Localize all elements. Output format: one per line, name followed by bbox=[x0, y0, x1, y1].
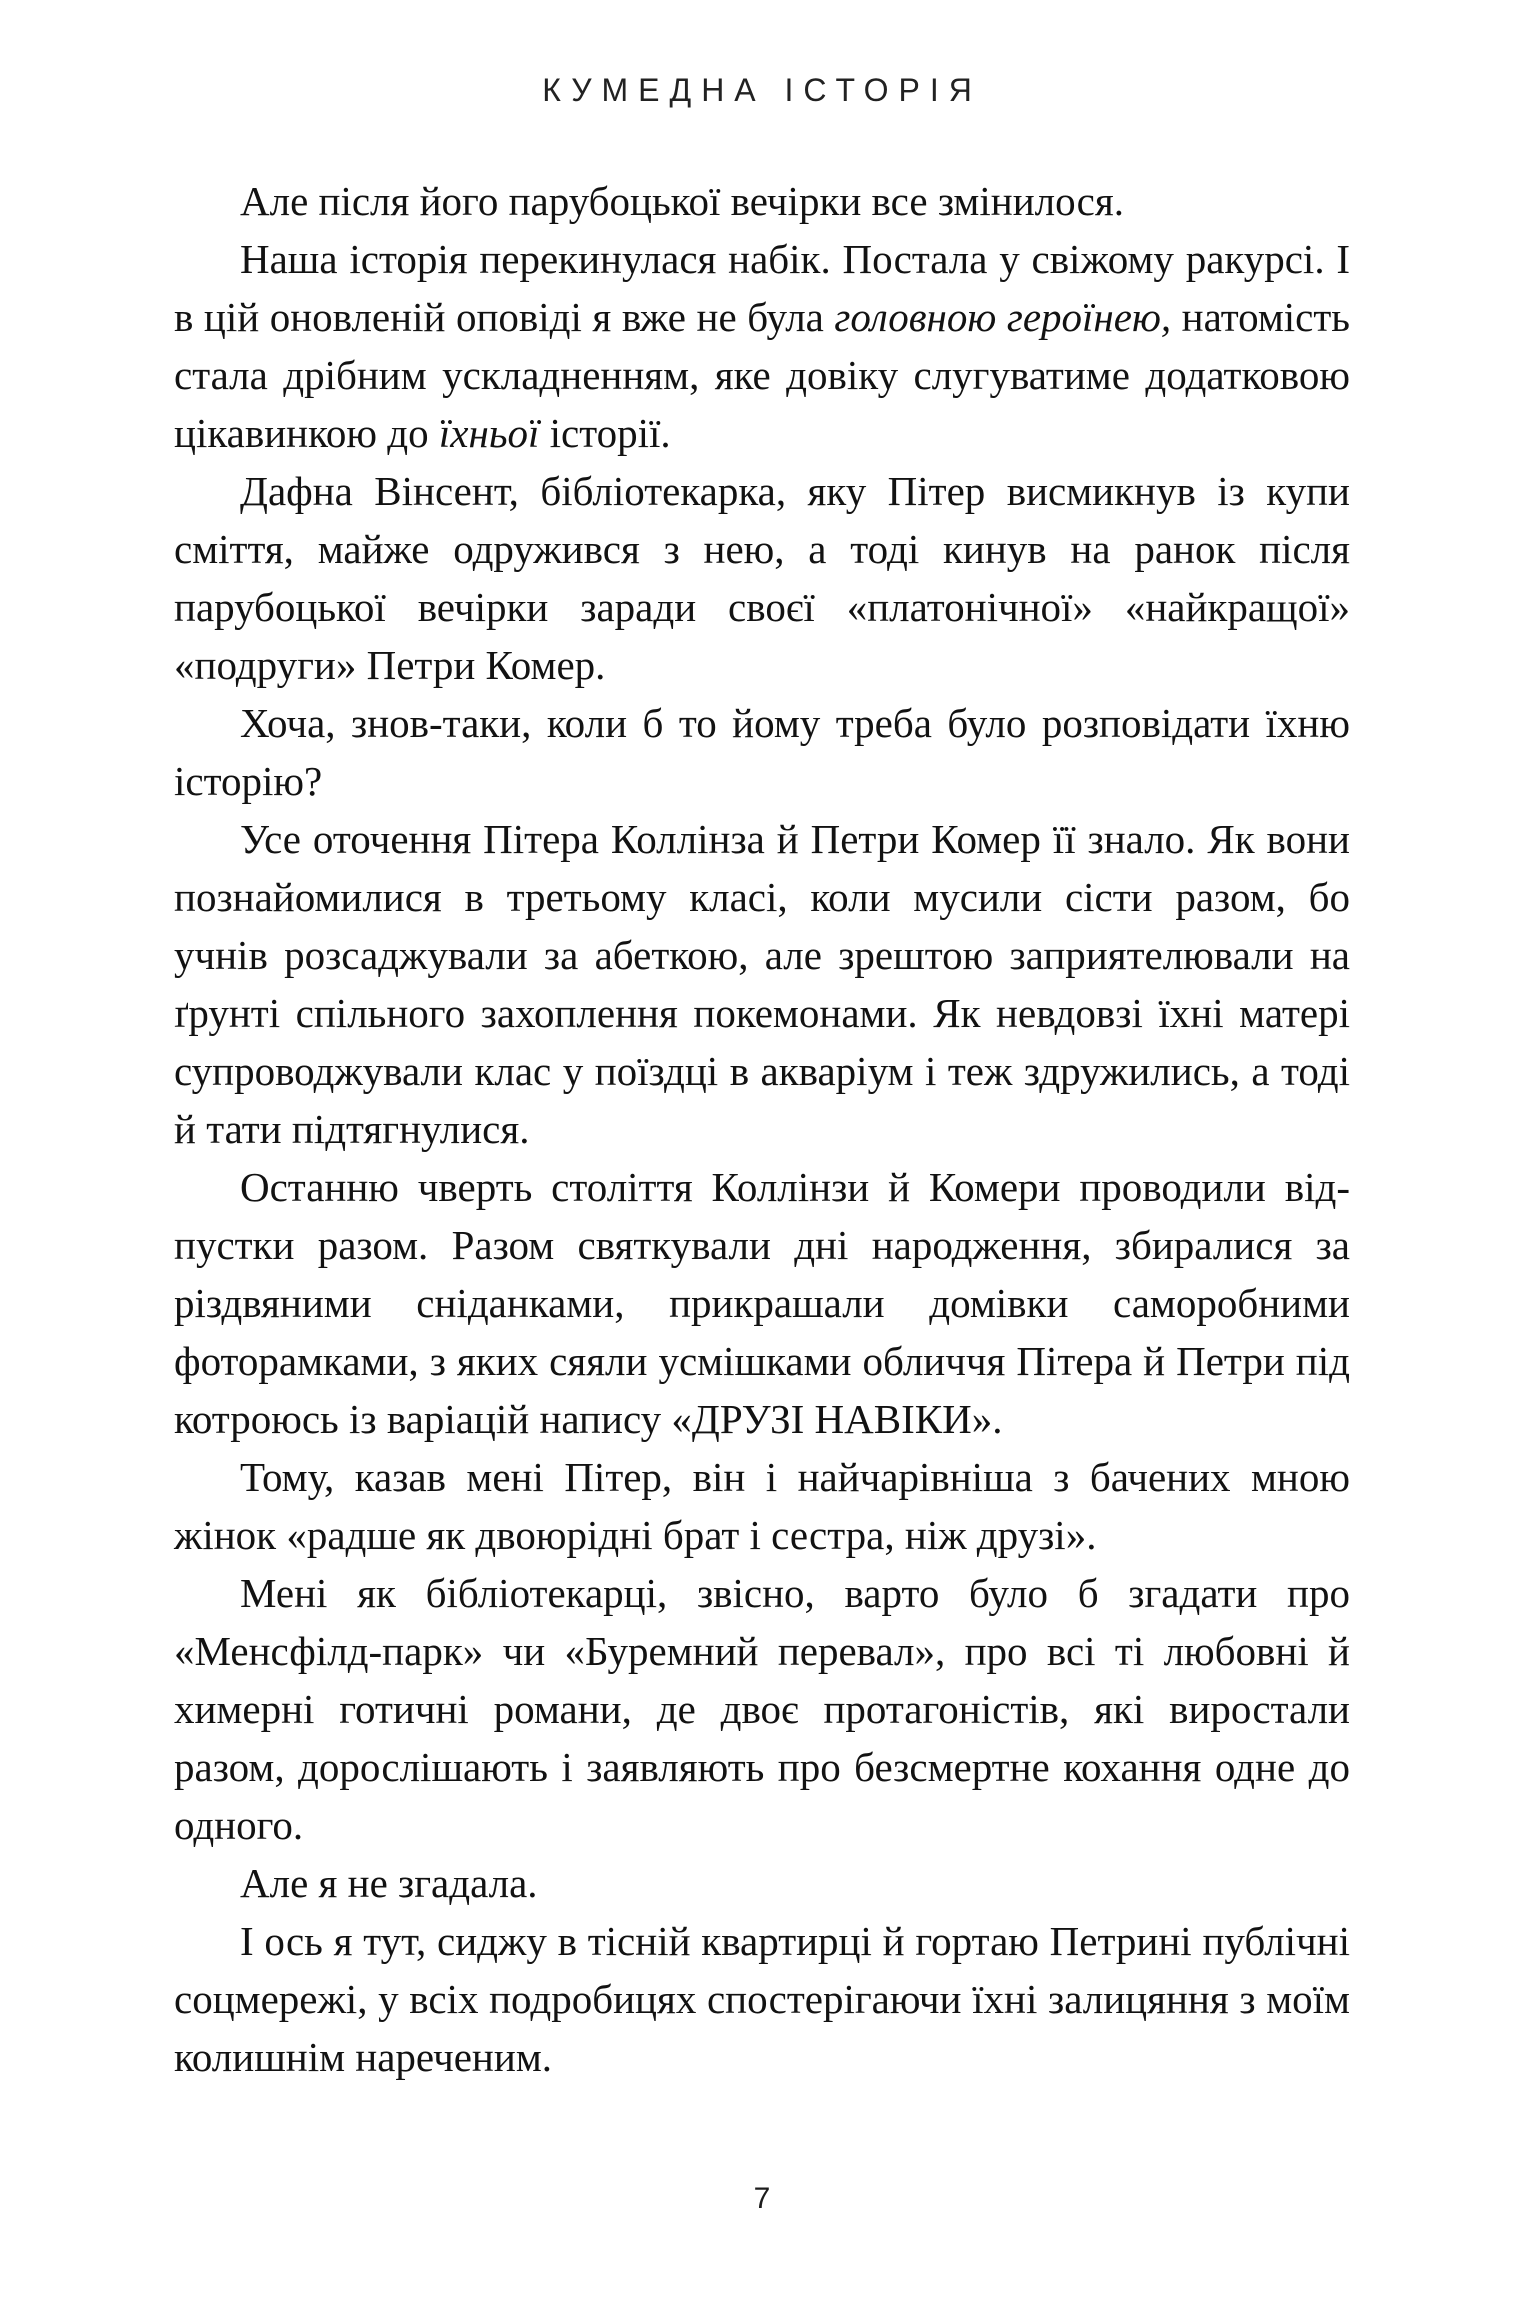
body-text bbox=[174, 172, 1350, 2086]
text-run: Останню чверть століття Коллінзи й Комери проводили відпустки разом. Разом святкували дні народження, збиралися за різдвяними сніданками, прикрашали домівки саморобними фоторамками, з яких сяяли усмішками обличчя Пітера й Петри під котроюсь із варіацій напису «ДРУЗІ НАВІКИ». bbox=[174, 1164, 1350, 1442]
paragraph bbox=[174, 1448, 1350, 1564]
text-run: Мені як бібліотекарці, звісно, варто було б згадати про «Менсфілд-парк» чи «Буремний перевал», про всі ті любовні й химерні готичні романи, де двоє протагоністів, які виростали разом, дорослішають і заявляють про безсмертне кохання одне до одного. bbox=[174, 1570, 1350, 1848]
running-title: КУМЕДНА ІСТОРІЯ bbox=[542, 72, 982, 108]
text-run: Наша історія перекинулася набік. Постала у свіжому ракурсі. І в цій оновленій оповіді я вже не була bbox=[174, 236, 1350, 340]
paragraph bbox=[174, 1564, 1350, 1854]
page-number: 7 bbox=[753, 2182, 771, 2215]
text-run: натомість стала дрібним ускладненням, яке довіку слугуватиме додатковою цікавинкою до bbox=[174, 294, 1350, 456]
paragraph bbox=[174, 694, 1350, 810]
paragraph bbox=[174, 172, 1350, 230]
text-run: І ось я тут, сиджу в тісній квартирці й гортаю Петрині публічні соцмережі, у всіх подробицях спостерігаючи їхні залицяння з моїм колишнім нареченим. bbox=[174, 1918, 1350, 2080]
paragraph bbox=[174, 230, 1350, 462]
italic-text-run: їхньої bbox=[438, 410, 540, 456]
text-run: Дафна Вінсент, бібліотекарка, яку Пітер висмикнув із купи сміття, майже одружився з нею, а тоді кинув на ранок після парубоцької вечірки заради своєї «платонічної» «найкращої» «подруги» Петри Комер. bbox=[174, 468, 1350, 688]
paragraph bbox=[174, 810, 1350, 1158]
text-run: Тому, казав мені Пітер, він і найчарівніша з бачених мною жінок «радше як двоюрідні брат і сестра, ніж друзі». bbox=[174, 1454, 1350, 1558]
paragraph bbox=[174, 1912, 1350, 2086]
page-footer bbox=[0, 2182, 1524, 2216]
text-run: Хоча, знов-таки, коли б то йому треба було розповідати їхню історію? bbox=[174, 700, 1350, 804]
paragraph bbox=[174, 1854, 1350, 1912]
italic-text-run: головною героїнею, bbox=[834, 294, 1172, 340]
running-header bbox=[0, 72, 1524, 109]
text-run: Усе оточення Пітера Коллінза й Петри Комер її знало. Як вони познайомилися в третьому класі, коли мусили сісти разом, бо учнів розсаджували за абеткою, але зрештою заприятелювали на ґрунті спільного захоплення покемонами. Як невдовзі їхні матері супроводжували клас у поїздці в акваріум і теж здружились, а тоді й тати підтягнулися. bbox=[174, 816, 1350, 1152]
text-run: Але після його парубоцької вечірки все змінилося. bbox=[240, 178, 1124, 224]
paragraph bbox=[174, 462, 1350, 694]
text-run: Але я не згадала. bbox=[240, 1860, 538, 1906]
paragraph bbox=[174, 1158, 1350, 1448]
text-run: історії. bbox=[539, 410, 671, 456]
